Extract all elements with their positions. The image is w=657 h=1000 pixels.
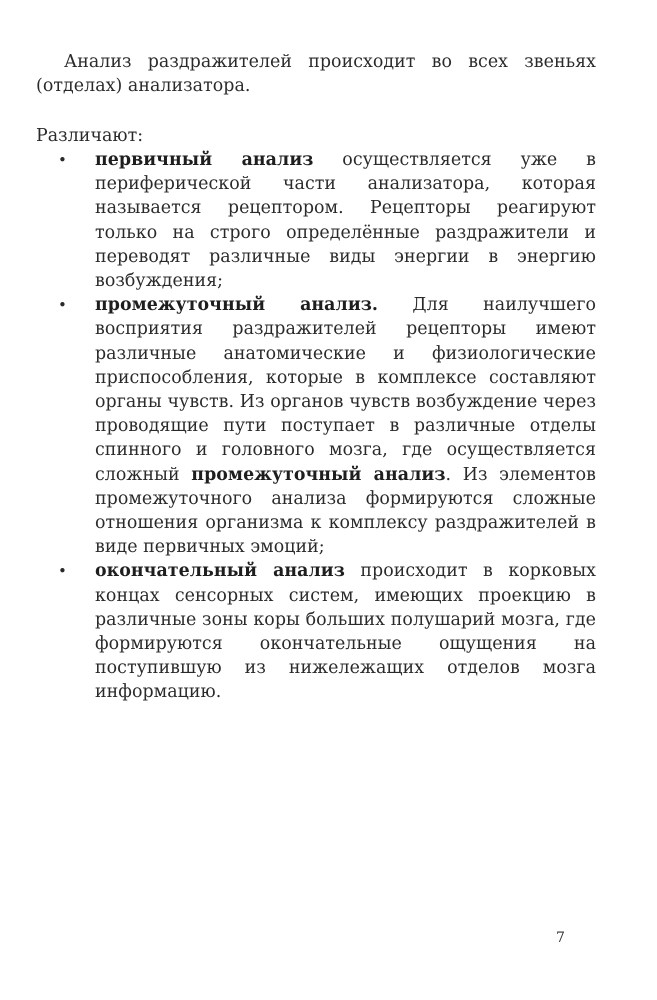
analysis-types-list — [36, 148, 596, 705]
intro-paragraph: Анализ раздражителей происходит во всех звеньях (отделах) анализатора. — [36, 52, 596, 97]
term-intermediate-analysis-inline: промежуточный анализ — [191, 464, 446, 485]
bullet-icon: • — [58, 151, 67, 169]
item-text: Для наилучшего восприятия раздражителей рецепторы имеют различные анатомические и физиологические приспособления, которые в комплексе составляют органы чувств. Из органов чувств возбуждение через проводящие пути поступает в различные отделы спинного и головного мозга, где осуществляется сложный — [95, 295, 596, 485]
list-item-intermediate-analysis — [36, 293, 596, 559]
term-intermediate-analysis: промежуточный анализ. — [95, 295, 379, 316]
bullet-icon: • — [58, 296, 67, 315]
page-number: 7 — [556, 930, 565, 946]
list-item-primary-analysis — [36, 148, 596, 293]
item-text: происходит в корковых концах сенсорных систем, имеющих проекцию в различные зоны коры больших полушарий мозга, где формируются окончательные ощущения на поступившую из нижележащих отделов мозга информацию. — [95, 561, 597, 703]
list-lead: Различают: — [36, 126, 144, 146]
term-final-analysis: окончательный анализ — [95, 561, 345, 582]
list-item-final-analysis — [36, 559, 596, 704]
term-primary-analysis: первичный анализ — [95, 150, 314, 170]
item-text: осуществляется уже в периферической части анализатора, которая называется рецептором. Рецепторы реагируют только на строго определённые раздражители и переводят различные виды энергии в энергию возбуждения; — [95, 150, 596, 292]
bullet-icon: • — [58, 562, 67, 581]
item-text-continued: . Из элементов промежуточного анализа формируются сложные отношения организма к комплексу раздражителей в виде первичных эмоций; — [95, 464, 596, 558]
